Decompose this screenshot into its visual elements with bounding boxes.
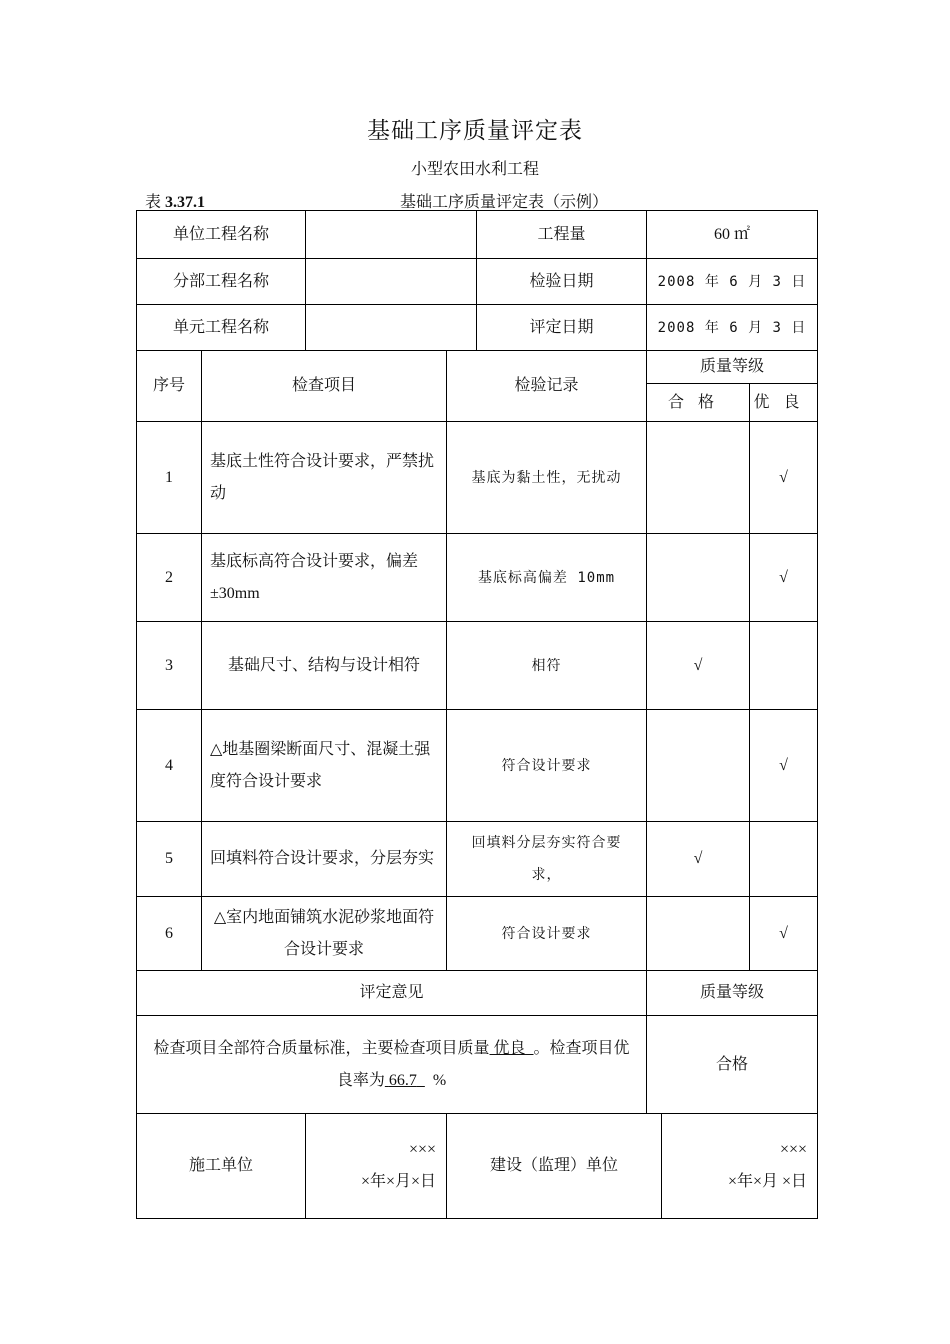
opinion-label: 评定意见 [137,971,647,1016]
opinion-text [137,1016,647,1114]
header-seq: 序号 [137,351,202,422]
row-excellent: √ [750,534,818,622]
row-pass: √ [647,822,750,897]
inspect-date-label: 检验日期 [477,259,647,305]
info-row-unit [137,211,818,259]
grade-value: 合格 [647,1016,818,1114]
eval-date-label: 评定日期 [477,305,647,351]
row-item: 回填料符合设计要求，分层夯实 [202,822,447,897]
table-row [137,710,818,822]
info-row-division [137,259,818,305]
row-excellent: √ [750,710,818,822]
quantity-value: 60 ㎡ [647,211,818,259]
eval-date-value: 2008 年 6 月 3 日 [647,305,818,351]
owner-unit-sign [662,1114,818,1219]
row-pass [647,422,750,534]
construction-unit-label: 施工单位 [137,1114,306,1219]
grade-label: 质量等级 [647,971,818,1016]
header-grade: 质量等级 [647,351,818,384]
table-number-value: 3.37.1 [165,194,206,211]
unit-project-value [306,211,477,259]
row-item: △室内地面铺筑水泥砂浆地面符合设计要求 [202,897,447,971]
table-row [137,422,818,534]
row-record: 基底标高偏差 10mm [447,534,647,622]
row-seq: 1 [137,422,202,534]
table-row [137,822,818,897]
row-excellent [750,622,818,710]
table-number [145,189,205,212]
signature-row [137,1114,818,1219]
header-item: 检查项目 [202,351,447,422]
table-row [137,534,818,622]
row-pass [647,534,750,622]
row-seq: 2 [137,534,202,622]
header-row-1 [137,351,818,384]
inspect-date-value: 2008 年 6 月 3 日 [647,259,818,305]
row-pass: √ [647,622,750,710]
page-subtitle: 小型农田水利工程 [410,161,539,178]
page-title: 基础工序质量评定表 [367,118,583,143]
element-project-value [306,305,477,351]
division-project-label: 分部工程名称 [137,259,306,305]
division-project-value [306,259,477,305]
owner-unit-label: 建设（监理）单位 [447,1114,662,1219]
row-pass [647,710,750,822]
row-seq: 4 [137,710,202,822]
row-excellent: √ [750,897,818,971]
row-record: 回填料分层夯实符合要求， [447,822,647,897]
row-seq: 5 [137,822,202,897]
row-pass [647,897,750,971]
construction-unit-name: ××× [408,1141,437,1158]
row-record: 符合设计要求 [447,710,647,822]
opinion-text-2: 。检查项目优良率为 [336,1039,630,1089]
opinion-text-1: 检查项目全部符合质量标准，主要检查项目质量 [153,1039,490,1057]
info-row-element [137,305,818,351]
row-item: 基底标高符合设计要求，偏差±30mm [202,534,447,622]
table-row [137,897,818,971]
row-excellent [750,822,818,897]
row-excellent: √ [750,422,818,534]
element-project-label: 单元工程名称 [137,305,306,351]
owner-unit-name: ××× [779,1141,808,1158]
row-record: 符合设计要求 [447,897,647,971]
row-item: 基础尺寸、结构与设计相符 [202,622,447,710]
unit-project-label: 单位工程名称 [137,211,306,259]
row-seq: 6 [137,897,202,971]
opinion-rate: 66.7 [388,1071,417,1089]
row-item: △地基圈梁断面尺寸、混凝土强度符合设计要求 [202,710,447,822]
row-seq: 3 [137,622,202,710]
header-record: 检验记录 [447,351,647,422]
construction-unit-date: ×年×月×日 [360,1173,437,1190]
table-caption: 基础工序质量评定表（示例） [400,194,609,211]
evaluation-header-row [137,971,818,1016]
opinion-text-3: % [432,1071,447,1089]
opinion-main-grade: 优良 [493,1039,526,1057]
row-record: 基底为黏土性，无扰动 [447,422,647,534]
construction-unit-sign [306,1114,447,1219]
evaluation-row [137,1016,818,1114]
header-excellent: 优良 [750,384,818,422]
row-record: 相符 [447,622,647,710]
table-number-prefix: 表 [145,194,162,211]
quality-evaluation-table [136,210,818,1219]
table-row [137,622,818,710]
owner-unit-date: ×年×月 ×日 [727,1173,808,1190]
quantity-label: 工程量 [477,211,647,259]
header-pass: 合格 [647,384,750,422]
row-item: 基底土性符合设计要求，严禁扰动 [202,422,447,534]
